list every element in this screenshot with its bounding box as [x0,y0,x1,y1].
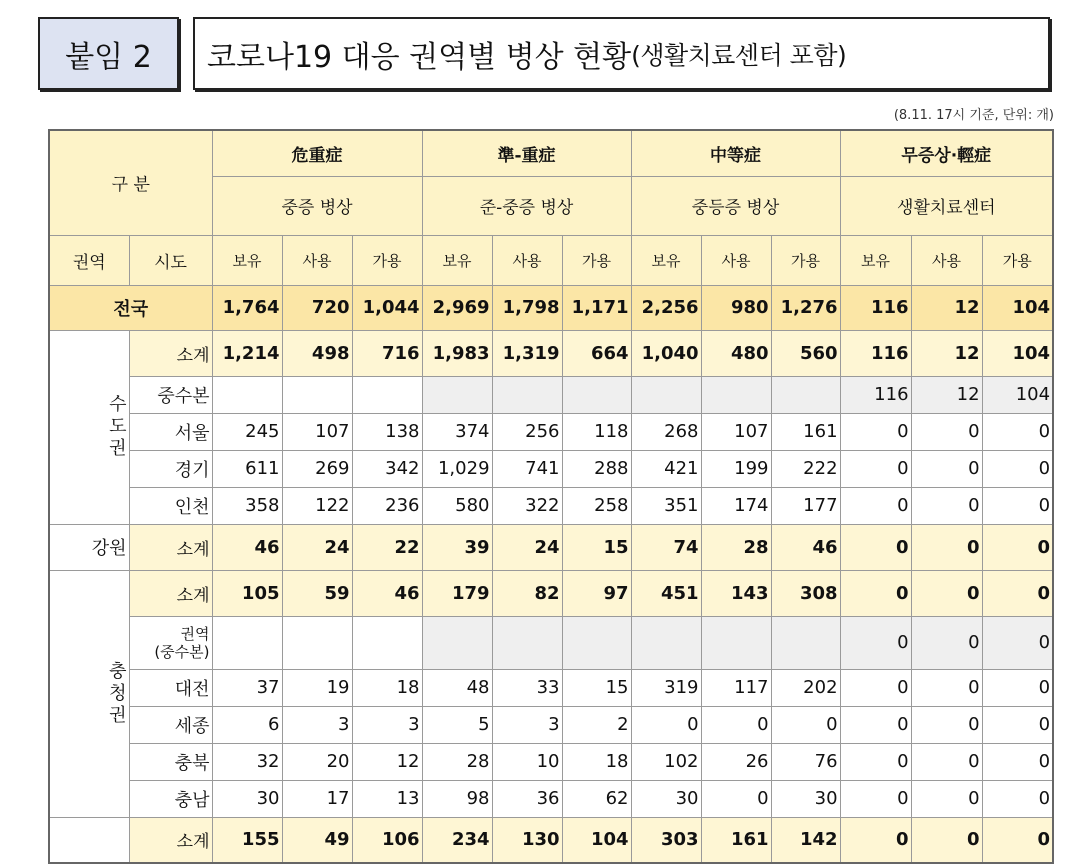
sido-name [129,817,212,863]
value-cell: 107 [701,413,771,450]
value-cell: 13 [352,780,422,817]
value-cell: 980 [701,285,771,330]
column-header: 보유 [631,235,701,285]
value-cell: 1,319 [492,330,562,376]
subtotal-row [49,524,1053,570]
value-cell: 0 [840,524,911,570]
value-cell [771,616,840,669]
region-name: 강원 [49,524,129,570]
value-cell: 18 [352,669,422,706]
value-cell [282,616,352,669]
value-cell [352,616,422,669]
value-cell: 17 [282,780,352,817]
sido-name [129,487,212,524]
value-cell: 30 [212,780,282,817]
national-row [49,285,1053,330]
column-header: 가용 [352,235,422,285]
value-cell: 142 [771,817,840,863]
value-cell [631,616,701,669]
value-cell: 28 [422,743,492,780]
value-cell [282,376,352,413]
value-cell: 560 [771,330,840,376]
value-cell: 105 [212,570,282,616]
value-cell: 130 [492,817,562,863]
subtotal-row [49,330,1053,376]
value-cell: 97 [562,570,631,616]
subtotal-row [49,817,1053,863]
sido-label: 경기 [174,459,210,481]
value-cell: 0 [911,780,982,817]
table-row [49,743,1053,780]
sido-label: 서울 [174,422,210,444]
subtotal-row [49,570,1053,616]
value-cell: 319 [631,669,701,706]
value-cell: 222 [771,450,840,487]
value-cell: 0 [771,706,840,743]
sido-label: 소계 [176,832,210,853]
value-cell: 0 [982,706,1053,743]
value-cell: 611 [212,450,282,487]
value-cell: 1,983 [422,330,492,376]
value-cell [771,376,840,413]
group-header: 무증상·輕症 [840,130,1053,176]
value-cell: 0 [911,570,982,616]
region-name: 수 도 권 [49,330,129,524]
value-cell: 480 [701,330,771,376]
value-cell: 30 [631,780,701,817]
sido-label: 권역 [180,624,210,643]
value-cell: 36 [492,780,562,817]
value-cell: 0 [982,524,1053,570]
value-cell: 24 [492,524,562,570]
value-cell: 664 [562,330,631,376]
sido-label: 인천 [174,496,210,518]
group-header: 準-重症 [422,130,631,176]
value-cell: 0 [982,780,1053,817]
value-cell: 421 [631,450,701,487]
value-cell: 0 [840,706,911,743]
value-cell [701,616,771,669]
value-cell: 30 [771,780,840,817]
value-cell: 0 [701,780,771,817]
group-subheader: 준-중증 병상 [422,176,631,235]
value-cell: 0 [911,616,982,669]
value-cell: 28 [701,524,771,570]
value-cell: 3 [492,706,562,743]
value-cell: 0 [982,450,1053,487]
group-subheader: 중증 병상 [212,176,422,235]
value-cell: 268 [631,413,701,450]
sido-name [129,376,212,413]
sido-name [129,450,212,487]
basis-note: (8.11. 17시 기준, 단위: 개) [893,108,1054,123]
value-cell: 580 [422,487,492,524]
value-cell: 0 [982,743,1053,780]
sido-name [129,669,212,706]
value-cell [631,376,701,413]
column-header: 보유 [422,235,492,285]
table-row [49,413,1053,450]
value-cell: 1,276 [771,285,840,330]
attachment-tag [38,17,179,90]
value-cell: 39 [422,524,492,570]
table-row [49,487,1053,524]
value-cell: 46 [352,570,422,616]
value-cell: 12 [352,743,422,780]
table-row [49,706,1053,743]
sido-name [129,524,212,570]
value-cell: 6 [212,706,282,743]
value-cell: 15 [562,669,631,706]
group-subheader: 생활치료센터 [840,176,1053,235]
value-cell: 256 [492,413,562,450]
value-cell: 358 [212,487,282,524]
value-cell: 104 [982,376,1053,413]
value-cell: 1,764 [212,285,282,330]
value-cell: 161 [771,413,840,450]
page-title [193,17,1050,90]
value-cell: 3 [282,706,352,743]
column-header: 가용 [982,235,1053,285]
page-title-sub: (생활치료센터 포함) [631,40,847,70]
value-cell: 22 [352,524,422,570]
value-cell: 234 [422,817,492,863]
value-cell: 74 [631,524,701,570]
value-cell: 122 [282,487,352,524]
sido-label: 충북 [174,752,210,774]
value-cell: 161 [701,817,771,863]
value-cell [701,376,771,413]
value-cell: 1,171 [562,285,631,330]
gubun-header: 구 분 [49,130,212,235]
region-column-header: 권역 [49,235,129,285]
sido-label: 세종 [174,715,210,737]
group-subheader: 중등증 병상 [631,176,840,235]
value-cell: 3 [352,706,422,743]
value-cell: 118 [562,413,631,450]
value-cell: 0 [840,413,911,450]
sido-name [129,570,212,616]
value-cell: 82 [492,570,562,616]
sido-label: 대전 [174,678,210,700]
value-cell: 62 [562,780,631,817]
value-cell: 49 [282,817,352,863]
value-cell: 116 [840,285,911,330]
value-cell: 102 [631,743,701,780]
value-cell: 0 [911,413,982,450]
value-cell: 116 [840,376,911,413]
value-cell: 107 [282,413,352,450]
value-cell: 46 [771,524,840,570]
value-cell: 0 [840,743,911,780]
value-cell: 19 [282,669,352,706]
value-cell: 0 [982,487,1053,524]
value-cell: 20 [282,743,352,780]
table-row [49,616,1053,669]
value-cell: 143 [701,570,771,616]
value-cell: 374 [422,413,492,450]
table-row [49,376,1053,413]
value-cell: 12 [911,285,982,330]
column-header: 사용 [282,235,352,285]
sido-label: 소계 [176,585,210,606]
value-cell: 0 [911,743,982,780]
value-cell: 303 [631,817,701,863]
value-cell: 117 [701,669,771,706]
value-cell: 0 [840,780,911,817]
value-cell: 76 [771,743,840,780]
value-cell: 0 [911,524,982,570]
value-cell: 98 [422,780,492,817]
national-label: 전국 [49,285,212,330]
value-cell: 342 [352,450,422,487]
value-cell: 0 [840,616,911,669]
value-cell: 0 [911,669,982,706]
region-name [49,817,129,863]
sido-name [129,616,212,669]
header-row-columns [49,235,1053,285]
value-cell: 322 [492,487,562,524]
value-cell: 26 [701,743,771,780]
value-cell: 245 [212,413,282,450]
value-cell: 174 [701,487,771,524]
value-cell [492,376,562,413]
value-cell: 59 [282,570,352,616]
value-cell: 18 [562,743,631,780]
column-header: 사용 [492,235,562,285]
value-cell [562,376,631,413]
value-cell: 24 [282,524,352,570]
sido-column-header: 시도 [129,235,212,285]
value-cell: 10 [492,743,562,780]
value-cell: 0 [982,413,1053,450]
value-cell [422,376,492,413]
value-cell: 106 [352,817,422,863]
value-cell: 498 [282,330,352,376]
value-cell: 288 [562,450,631,487]
sido-label: 중수본 [157,385,210,407]
value-cell: 155 [212,817,282,863]
value-cell: 2 [562,706,631,743]
column-header: 사용 [701,235,771,285]
value-cell: 33 [492,669,562,706]
value-cell [212,616,282,669]
value-cell: 0 [840,570,911,616]
value-cell: 104 [982,330,1053,376]
value-cell [422,616,492,669]
value-cell: 177 [771,487,840,524]
value-cell: 0 [701,706,771,743]
sido-name [129,780,212,817]
bed-status-table [48,129,1054,864]
sido-name [129,743,212,780]
sido-label: 소계 [176,539,210,560]
sido-label-sub: (중수본) [154,642,210,661]
value-cell: 741 [492,450,562,487]
column-header: 가용 [771,235,840,285]
value-cell: 0 [840,487,911,524]
value-cell: 0 [911,450,982,487]
value-cell: 179 [422,570,492,616]
value-cell: 2,969 [422,285,492,330]
value-cell: 1,040 [631,330,701,376]
value-cell: 12 [911,376,982,413]
value-cell: 1,798 [492,285,562,330]
value-cell: 0 [911,817,982,863]
value-cell: 258 [562,487,631,524]
value-cell: 48 [422,669,492,706]
value-cell: 0 [840,669,911,706]
group-header: 危重症 [212,130,422,176]
value-cell: 0 [911,706,982,743]
sido-label: 충남 [174,789,210,811]
sido-name [129,330,212,376]
value-cell: 46 [212,524,282,570]
value-cell: 0 [982,616,1053,669]
value-cell [352,376,422,413]
value-cell [492,616,562,669]
value-cell: 0 [982,669,1053,706]
value-cell: 104 [982,285,1053,330]
value-cell: 2,256 [631,285,701,330]
value-cell: 1,029 [422,450,492,487]
value-cell: 308 [771,570,840,616]
header-row-groups [49,130,1053,176]
column-header: 가용 [562,235,631,285]
value-cell: 269 [282,450,352,487]
table-row [49,450,1053,487]
value-cell: 716 [352,330,422,376]
value-cell: 0 [911,487,982,524]
column-header: 보유 [212,235,282,285]
value-cell: 1,214 [212,330,282,376]
value-cell: 720 [282,285,352,330]
sido-name [129,706,212,743]
value-cell: 15 [562,524,631,570]
value-cell: 0 [631,706,701,743]
value-cell: 37 [212,669,282,706]
value-cell: 0 [982,817,1053,863]
sido-name [129,413,212,450]
page-title-main: 코로나19 대응 권역별 병상 현황 [207,39,632,75]
value-cell [212,376,282,413]
value-cell: 0 [982,570,1053,616]
region-name: 충 청 권 [49,570,129,817]
column-header: 보유 [840,235,911,285]
value-cell: 32 [212,743,282,780]
column-header: 사용 [911,235,982,285]
table-row [49,780,1053,817]
value-cell: 12 [911,330,982,376]
group-header: 中等症 [631,130,840,176]
value-cell: 0 [840,450,911,487]
value-cell: 199 [701,450,771,487]
value-cell: 202 [771,669,840,706]
value-cell: 138 [352,413,422,450]
value-cell [562,616,631,669]
sido-label: 소계 [176,345,210,366]
value-cell: 351 [631,487,701,524]
value-cell: 0 [840,817,911,863]
table-row [49,669,1053,706]
value-cell: 1,044 [352,285,422,330]
value-cell: 451 [631,570,701,616]
value-cell: 116 [840,330,911,376]
value-cell: 5 [422,706,492,743]
attachment-tag-label: 붙임 2 [65,39,152,75]
value-cell: 104 [562,817,631,863]
value-cell: 236 [352,487,422,524]
